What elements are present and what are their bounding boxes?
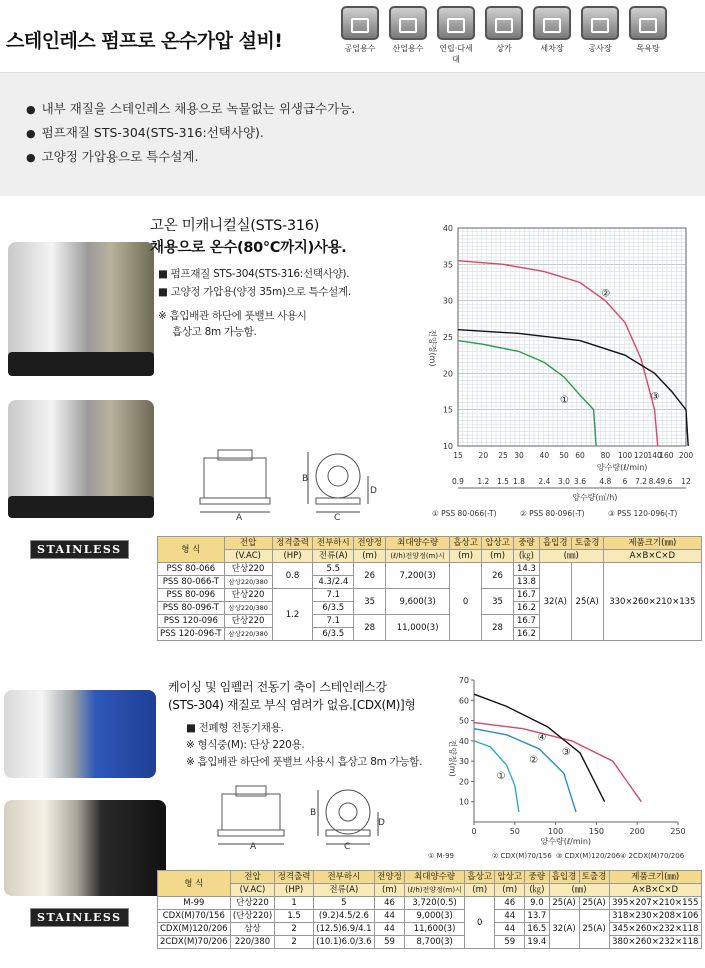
cell-suction: 0 [465, 897, 495, 949]
pump-base [8, 352, 154, 376]
y-tick-label: 35 [442, 260, 453, 270]
legend-entry: ④ 2CDX(M)70/206 [620, 852, 685, 860]
app-label: 공업용수 [344, 44, 376, 53]
performance-chart-1 [418, 218, 704, 524]
th-suction-unit: (m) [465, 884, 495, 897]
pump-photo [8, 242, 154, 366]
cell-inlet: 25(A) [549, 897, 579, 910]
y-tick-label: 40 [442, 224, 453, 233]
app-item [484, 6, 524, 54]
x2-tick-label: 2.4 [538, 477, 551, 486]
shower-icon [629, 6, 667, 40]
y-axis-label: 전양정(m) [428, 329, 437, 367]
x2-tick-label: 8.4 [648, 477, 661, 486]
th-voltage-unit: (V.AC) [230, 884, 275, 897]
y-tick-label: 50 [458, 716, 469, 726]
th-port-unit: (㎜) [549, 884, 609, 897]
x-tick-label: 15 [453, 451, 463, 460]
th-suction: 흡상고 [465, 871, 495, 884]
cell-model: 2CDX(M)70/206 [158, 936, 231, 949]
x-tick-label: 140 [647, 451, 662, 460]
th-pressure-unit: (m) [495, 884, 525, 897]
dim-label-b: B [302, 474, 309, 484]
cell-model: PSS 120-096-T [158, 628, 225, 641]
factory-icon [341, 6, 379, 40]
cell-current: (9.2)4.5/2.6 [313, 910, 374, 923]
th-weight-unit: (㎏) [525, 884, 549, 897]
y-tick-label: 30 [458, 757, 469, 767]
cell-outlet: 25(A) [571, 563, 603, 641]
y-tick-label: 15 [442, 405, 453, 415]
x2-tick-label: 6 [622, 477, 628, 486]
th-voltage-unit: (V.AC) [224, 550, 272, 563]
dim-label-a: A [250, 842, 257, 852]
building-icon [485, 6, 523, 40]
th-port-unit: (㎜) [539, 550, 603, 563]
app-label: 목욕탕 [636, 44, 660, 53]
cell-weight: 13.8 [514, 576, 540, 589]
cell-weight: 16.7 [514, 589, 540, 602]
cell-head: 59 [374, 936, 404, 949]
app-label: 공사장 [588, 44, 612, 53]
feature-item: ● 고양정 가압용으로 특수설계. [26, 147, 198, 165]
x-tick-label: 50 [559, 451, 569, 460]
x-tick-label: 30 [514, 451, 524, 460]
x-tick-label: 160 [659, 451, 674, 460]
cell-inlet: 32(A) [539, 563, 571, 641]
y-tick-label: 30 [442, 296, 453, 306]
app-label: 세차장 [540, 44, 564, 53]
th-current-unit: 전류(A) [313, 884, 374, 897]
cell-model: PSS 80-066 [158, 563, 225, 576]
x-tick-label: 40 [539, 451, 550, 460]
cell-weight: 16.5 [525, 923, 549, 936]
cell-flow: 7,200(3) [386, 563, 450, 589]
legend-entry: ② CDX(M)70/156 [492, 852, 552, 860]
cell-voltage: 삼상220/380 [224, 576, 272, 589]
table-row [158, 563, 702, 576]
cell-current: 5.5 [313, 563, 354, 576]
section2-bullet: ※ 흡입배관 하단에 풋밸브 사용시 흡상고 8m 가능함. [186, 756, 423, 768]
th-flow: 최대양수량 [386, 537, 450, 550]
section2-heading: 케이싱 및 임펠러 전동기 축이 스테인레스강 [168, 680, 387, 694]
series-label: ④ [537, 732, 547, 744]
th-flow-unit: (ℓ/h)전양정(m)시 [405, 884, 465, 897]
cell-head: 28 [354, 615, 386, 641]
cell-voltage: 삼상220/380 [224, 602, 272, 615]
y-axis-label: 전양정(m) [448, 739, 457, 777]
th-size-unit: A×B×C×D [603, 550, 701, 563]
x2-tick-label: 1.8 [513, 477, 525, 486]
section1-heading: 채용으로 온수(80℃까지)사용. [150, 240, 347, 256]
section1-note: ※ 흡입배관 하단에 풋밸브 사용시 [158, 310, 307, 322]
x2-axis-label: 양수량(㎥/h) [572, 493, 618, 502]
cell-flow: 9,600(3) [386, 589, 450, 615]
cell-current: 5 [313, 897, 374, 910]
series-label: ③ [650, 391, 660, 403]
x-tick-label: 120 [633, 451, 649, 460]
th-pressure-unit: (m) [482, 550, 514, 563]
series-label: ① [559, 394, 569, 406]
table-row [158, 910, 702, 923]
cell-current: 6/3.5 [313, 602, 354, 615]
th-head-unit: (m) [354, 550, 386, 563]
th-current: 전부하시 [313, 871, 374, 884]
cell-head: 44 [374, 910, 404, 923]
series-line [474, 729, 576, 812]
spec-table-2 [157, 870, 702, 949]
cell-weight: 13.7 [525, 910, 549, 923]
th-head-unit: (m) [374, 884, 404, 897]
cell-current: 7.1 [313, 615, 354, 628]
cell-flow: 11,000(3) [386, 615, 450, 641]
th-pressure: 압상고 [482, 537, 514, 550]
section1-note: 흡상고 8m 가능함. [172, 326, 257, 338]
x-tick-label: 60 [575, 451, 585, 460]
cell-pressure: 44 [495, 923, 525, 936]
th-size: 제품크기(㎜) [603, 537, 701, 550]
cell-head: 46 [374, 897, 404, 910]
section2-bullet: ■ 전폐형 전동기채용. [186, 722, 284, 734]
cell-output: 1.2 [272, 589, 313, 641]
cell-model: PSS 120-096 [158, 615, 225, 628]
cell-head: 44 [374, 923, 404, 936]
x2-tick-label: 0.9 [452, 477, 464, 486]
th-suction-unit: (m) [450, 550, 482, 563]
x-tick-label: 50 [509, 827, 520, 836]
th-output: 정격출력 [272, 537, 313, 550]
x2-tick-label: 9.6 [660, 477, 673, 486]
x2-tick-label: 3.0 [558, 477, 570, 486]
x-tick-label: 200 [629, 827, 645, 836]
cell-outlet: 25(A) [579, 897, 609, 910]
th-inlet: 흡입경 [539, 537, 571, 550]
dim-label-c: C [334, 513, 341, 523]
section2-heading: (STS-304) 재질로 부식 염려가 없음.[CDX(M)]형 [168, 698, 416, 712]
app-item [532, 6, 572, 54]
cell-flow: 11,600(3) [405, 923, 465, 936]
app-item [388, 6, 428, 54]
cell-outlet: 25(A) [579, 910, 609, 949]
dimension-drawing [214, 780, 386, 852]
cell-size: 395×207×210×155 [609, 897, 701, 910]
cell-model: PSS 80-096 [158, 589, 225, 602]
cell-model: PSS 80-066-T [158, 576, 225, 589]
cell-output: 0.8 [272, 563, 313, 589]
features-box [0, 72, 705, 196]
cell-size: 380×260×232×118 [609, 936, 701, 949]
th-head: 전양정 [354, 537, 386, 550]
th-voltage: 전압 [230, 871, 275, 884]
page-title: 스테인레스 펌프로 온수가압 설비! [6, 30, 283, 52]
chart-2-svg [428, 672, 704, 862]
x2-tick-label: 3.6 [574, 477, 586, 486]
th-model: 형 식 [158, 537, 225, 563]
performance-chart-2 [428, 672, 704, 866]
legend-entry: ③ CDX(M)120/206 [556, 852, 621, 860]
y-tick-label: 60 [458, 696, 469, 706]
cell-voltage: 삼상220/380 [224, 628, 272, 641]
cell-inlet: 32(A) [549, 910, 579, 949]
feature-item: ● 내부 재질을 스테인레스 채용으로 녹물없는 위생급수가능. [26, 99, 355, 117]
th-size-unit: A×B×C×D [609, 884, 701, 897]
th-pressure: 압상고 [495, 871, 525, 884]
cell-voltage: 단상220 [224, 615, 272, 628]
y-tick-label: 10 [442, 442, 453, 451]
cell-flow: 8,700(3) [405, 936, 465, 949]
x2-tick-label: 1.2 [477, 477, 490, 486]
y-tick-label: 20 [458, 777, 469, 787]
x-axis-label: 양수량(ℓ/min) [540, 837, 592, 846]
cell-weight: 16.2 [514, 602, 540, 615]
cell-suction: 0 [450, 563, 482, 641]
legend-entry: ① PSS 80-066(-T) [432, 509, 497, 518]
app-label: 연립·다세대 [439, 44, 473, 64]
cell-size: 330×260×210×135 [603, 563, 701, 641]
th-outlet: 토출경 [571, 537, 603, 550]
th-outlet: 토출경 [579, 871, 609, 884]
y-tick-label: 40 [458, 736, 469, 746]
cell-current: (12.5)6.9/4.1 [313, 923, 374, 936]
cell-head: 35 [354, 589, 386, 615]
cell-pressure: 26 [482, 563, 514, 589]
crane-icon [581, 6, 619, 40]
chart-1-svg [418, 218, 704, 520]
x-tick-label: 100 [547, 827, 564, 836]
cell-pressure: 28 [482, 615, 514, 641]
cell-voltage: 단상220 [230, 897, 275, 910]
dim-label-c: C [344, 842, 351, 852]
cell-current: 4.3/2.4 [313, 576, 354, 589]
stainless-badge: STAINLESS [30, 908, 129, 927]
x-tick-label: 0 [471, 827, 477, 836]
series-line [458, 341, 596, 446]
pipes-icon [389, 6, 427, 40]
app-item [436, 6, 476, 65]
pump-photo-blue [4, 690, 156, 778]
cell-weight: 9.0 [525, 897, 549, 910]
car-wash-icon [533, 6, 571, 40]
section2-bullet: ※ 형식중(M): 단상 220용. [186, 739, 305, 751]
x2-tick-label: 4.8 [599, 477, 612, 486]
cell-pressure: 35 [482, 589, 514, 615]
section1-heading: 고온 미캐니컬실(STS-316) [150, 218, 320, 234]
x-tick-label: 150 [588, 827, 605, 836]
cell-flow: 9,000(3) [405, 910, 465, 923]
cell-voltage: 단상220 [224, 589, 272, 602]
x-tick-label: 25 [498, 451, 508, 460]
th-head: 전양정 [374, 871, 404, 884]
cell-voltage: 삼상 [230, 923, 275, 936]
x2-tick-label: 7.2 [635, 477, 648, 486]
app-item [340, 6, 380, 54]
cell-flow: 3,720(0.5) [405, 897, 465, 910]
x2-tick-label: 12 [681, 477, 691, 486]
app-label: 산업용수 [392, 44, 424, 53]
th-voltage: 전압 [224, 537, 272, 550]
legend-entry: ② PSS 80-096(-T) [520, 509, 585, 518]
app-item [628, 6, 668, 54]
dim-label-a: A [236, 513, 243, 523]
cell-current: 7.1 [313, 589, 354, 602]
table-row [158, 897, 702, 910]
dim-label-d: D [378, 818, 385, 828]
stainless-badge: STAINLESS [30, 540, 129, 559]
cell-output: 1 [275, 897, 313, 910]
th-weight-unit: (㎏) [514, 550, 540, 563]
series-label: ① [496, 771, 506, 783]
series-label: ② [601, 288, 611, 300]
cell-pressure: 59 [495, 936, 525, 949]
th-weight: 중량 [525, 871, 549, 884]
cell-head: 26 [354, 563, 386, 589]
y-tick-label: 10 [458, 797, 469, 807]
pump-photo-black [4, 800, 166, 896]
cell-output: 1.5 [275, 910, 313, 923]
cell-model: CDX(M)120/206 [158, 923, 231, 936]
dim-label-b: B [310, 808, 317, 818]
cell-weight: 14.3 [514, 563, 540, 576]
th-output: 정격출력 [275, 871, 313, 884]
y-tick-label: 25 [442, 333, 453, 342]
th-flow-unit: (ℓ/h)전양정(m)시 [386, 550, 450, 563]
cell-model: CDX(M)70/156 [158, 910, 231, 923]
section1-bullet: ■ 고양정 가압용(양정 35m)으로 특수설계. [158, 286, 351, 298]
x-tick-label: 80 [600, 451, 611, 460]
y-tick-label: 70 [458, 676, 469, 685]
pump-base [8, 496, 154, 518]
x-tick-label: 200 [678, 451, 694, 460]
cell-pressure: 46 [495, 897, 525, 910]
x2-tick-label: 1.5 [496, 477, 509, 486]
th-weight: 중량 [514, 537, 540, 550]
dimension-drawing [196, 440, 376, 524]
cell-size: 318×230×208×106 [609, 910, 701, 923]
legend-entry: ① M-99 [428, 852, 454, 860]
th-output-unit: (HP) [272, 550, 313, 563]
x-tick-label: 20 [478, 451, 489, 460]
cell-current: (10.1)6.0/3.6 [313, 936, 374, 949]
feature-item: ● 펌프재질 STS-304(STS-316:선택사양). [26, 123, 264, 141]
cell-model: PSS 80-096-T [158, 602, 225, 615]
app-item [580, 6, 620, 54]
cell-weight: 16.7 [514, 615, 540, 628]
cell-voltage: 220/380 [230, 936, 275, 949]
legend-entry: ③ PSS 120-096(-T) [608, 509, 678, 518]
th-inlet: 흡입경 [549, 871, 579, 884]
cell-output: 2 [275, 923, 313, 936]
th-current-unit: 전류(A) [313, 550, 354, 563]
th-output-unit: (HP) [275, 884, 313, 897]
spec-table-1 [157, 536, 702, 641]
th-current: 전부하시 [313, 537, 354, 550]
x-tick-label: 100 [617, 451, 633, 460]
dim-label-d: D [370, 486, 377, 496]
th-suction: 흡상고 [450, 537, 482, 550]
cell-weight: 19.4 [525, 936, 549, 949]
y-tick-label: 20 [442, 369, 453, 379]
apartment-icon [437, 6, 475, 40]
cell-current: 6/3.5 [313, 628, 354, 641]
series-label: ② [529, 754, 539, 766]
x-tick-label: 250 [670, 827, 686, 836]
th-flow: 최대양수량 [405, 871, 465, 884]
cell-weight: 16.2 [514, 628, 540, 641]
cell-output: 2 [275, 936, 313, 949]
series-label: ③ [561, 746, 571, 758]
cell-voltage: 단상220 [224, 563, 272, 576]
cell-model: M-99 [158, 897, 231, 910]
section1-bullet: ■ 펌프재질 STS-304(STS-316:선택사양). [158, 268, 350, 280]
th-model: 형 식 [158, 871, 231, 897]
x-axis-label: 양수량(ℓ/min) [596, 463, 648, 472]
app-label: 상가 [496, 44, 512, 53]
th-size: 제품크기(㎜) [609, 871, 701, 884]
cell-voltage: (단상220) [230, 910, 275, 923]
cell-size: 345×260×232×118 [609, 923, 701, 936]
table-row [158, 936, 702, 949]
cell-pressure: 44 [495, 910, 525, 923]
table-row [158, 923, 702, 936]
